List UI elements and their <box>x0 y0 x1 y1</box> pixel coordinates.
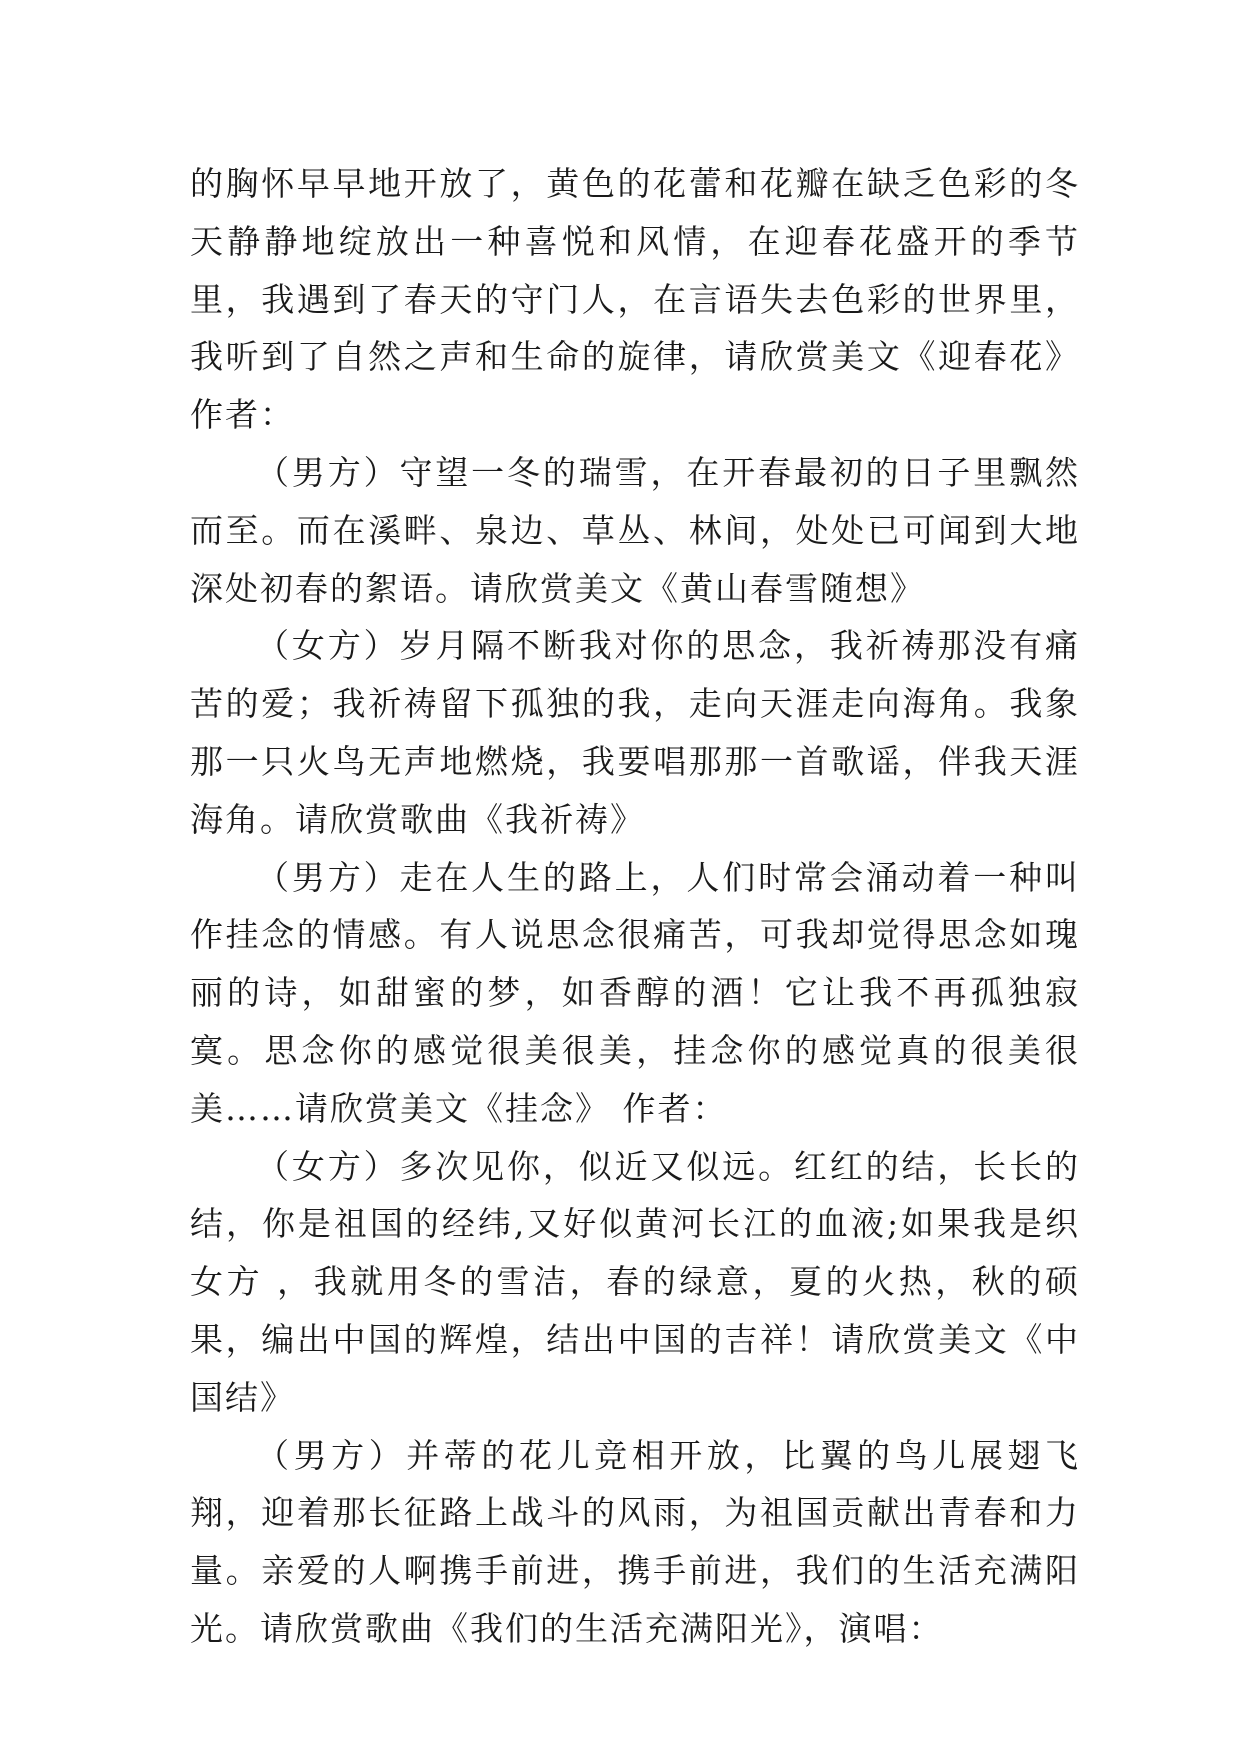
paragraph-continuation: 的胸怀早早地开放了，黄色的花蕾和花瓣在缺乏色彩的冬天静静地绽放出一种喜悦和风情，在迎春花盛开的季节里，我遇到了春天的守门人，在言语失去色彩的世界里，我听到了自然之声和生命的旋律，请欣赏美文《迎春花》 作者： <box>190 164 1080 435</box>
paragraph-male-3: （男方）并蒂的花儿竞相开放，比翼的鸟儿展翅飞翔，迎着那长征路上战斗的风雨，为祖国贡献出青春和力量。亲爱的人啊携手前进，携手前进，我们的生活充满阳光。请欣赏歌曲《我们的生活充满阳光》，演唱： <box>190 1435 1080 1648</box>
document-body <box>190 155 1080 1658</box>
paragraph-female-1: （女方）岁月隔不断我对你的思念，我祈祷那没有痛苦的爱；我祈祷留下孤独的我，走向天涯走向海角。我象那一只火鸟无声地燃烧，我要唱那那一首歌谣，伴我天涯海角。请欣赏歌曲《我祈祷》 <box>190 626 1080 839</box>
paragraph-male-2: （男方）走在人生的路上，人们时常会涌动着一种叫作挂念的情感。有人说思念很痛苦，可我却觉得思念如瑰丽的诗，如甜蜜的梦，如香醇的酒！它让我不再孤独寂寞。思念你的感觉很美很美，挂念你的感觉真的很美很美……请欣赏美文《挂念》 作者： <box>190 857 1080 1128</box>
paragraph-male-1: （男方）守望一冬的瑞雪，在开春最初的日子里飘然而至。而在溪畔、泉边、草丛、林间，处处已可闻到大地深处初春的絮语。请欣赏美文《黄山春雪随想》 <box>190 452 1080 608</box>
paragraph-female-2: （女方）多次见你，似近又似远。红红的结，长长的结，你是祖国的经纬,又好似黄河长江的血液;如果我是织女方 ，我就用冬的雪洁，春的绿意，夏的火热，秋的硕果，编出中国的辉煌，结出中国的吉祥！请欣赏美文《中国结》 <box>190 1146 1080 1417</box>
